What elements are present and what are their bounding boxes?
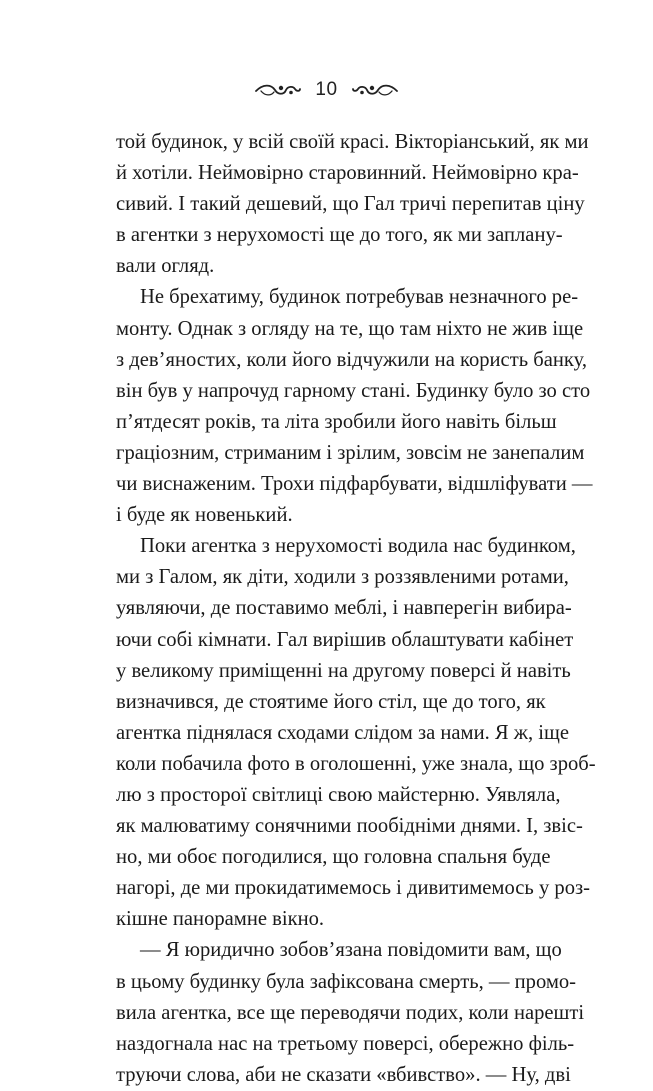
text-line: нагорі, де ми прокидатимемось і дивитимемось у роз-: [116, 877, 590, 900]
body-text: [116, 127, 596, 1091]
text-line: в агентки з нерухомості ще до того, як ми заплану-: [116, 224, 563, 247]
paragraph: [116, 282, 593, 531]
text-line: визначився, де стоятиме його стіл, ще до того, як: [116, 690, 546, 713]
text-line: агентка піднялася сходами слідом за нами. Я ж, іще: [116, 721, 570, 744]
left-ornament-icon: [255, 82, 301, 98]
text-line: п’ятдесят років, та літа зробили його навіть більш: [116, 410, 557, 433]
text-line: наздогнала нас на третьому поверсі, обережно філь-: [116, 1032, 575, 1055]
paragraph: [116, 531, 596, 935]
text-line: він був у напрочуд гарному стані. Будинку було зо сто: [116, 379, 591, 402]
paragraph: [116, 935, 585, 1090]
text-line: труючи слова, аби не сказати «вбивство». — Ну, дві: [116, 1063, 571, 1086]
text-line: ючи собі кімнати. Гал вирішив облаштувати кабінет: [116, 628, 574, 651]
text-line: з дев’яностих, коли його відчужили на користь банку,: [116, 348, 587, 371]
text-line: вила агентка, все ще переводячи подих, коли нарешті: [116, 1001, 585, 1024]
text-line: й хотіли. Неймовірно старовинний. Неймовірно кра-: [116, 162, 579, 185]
running-header: [0, 80, 653, 99]
text-line: — Я юридично зобов’язана повідомити вам, що: [140, 939, 562, 962]
text-line: сивий. І такий дешевий, що Гал тричі перепитав ціну: [116, 193, 585, 216]
right-ornament-icon: [352, 82, 398, 98]
text-line: лю з просторої світлиці свою майстерню. Уявляла,: [116, 783, 561, 806]
page-number: 10: [315, 79, 338, 100]
text-line: монту. Однак з огляду на те, що там ніхто не жив іще: [116, 317, 584, 340]
text-line: в цьому будинку була зафіксована смерть, — промо-: [116, 970, 577, 993]
text-line: вали огляд.: [116, 255, 215, 278]
text-line: як малюватиму сонячними пообідніми днями. І, звіс-: [116, 815, 583, 838]
text-line: той будинок, у всій своїй красі. Вікторіанський, як ми: [116, 131, 589, 153]
text-line: коли побачила фото в оголошенні, уже знала, що зроб-: [116, 752, 596, 775]
text-line: і буде як новенький.: [116, 504, 293, 527]
text-line: у великому приміщенні на другому поверсі й навіть: [116, 659, 571, 682]
text-line: граціозним, стриманим і зрілим, зовсім не занепалим: [116, 441, 585, 464]
text-line: Не брехатиму, будинок потребував незначного ре-: [140, 286, 579, 309]
text-line: кішне панорамне вікно.: [116, 908, 325, 931]
text-line: чи виснаженим. Трохи підфарбувати, відшліфувати —: [116, 473, 593, 496]
text-line: уявляючи, де поставимо меблі, і навперегін вибира-: [116, 597, 572, 620]
paragraph: [116, 127, 589, 282]
text-line: Поки агентка з нерухомості водила нас будинком,: [140, 535, 576, 558]
text-line: ми з Галом, як діти, ходили з роззявленими ротами,: [116, 566, 569, 589]
text-line: но, ми обоє погодилися, що головна спальня буде: [116, 846, 551, 869]
